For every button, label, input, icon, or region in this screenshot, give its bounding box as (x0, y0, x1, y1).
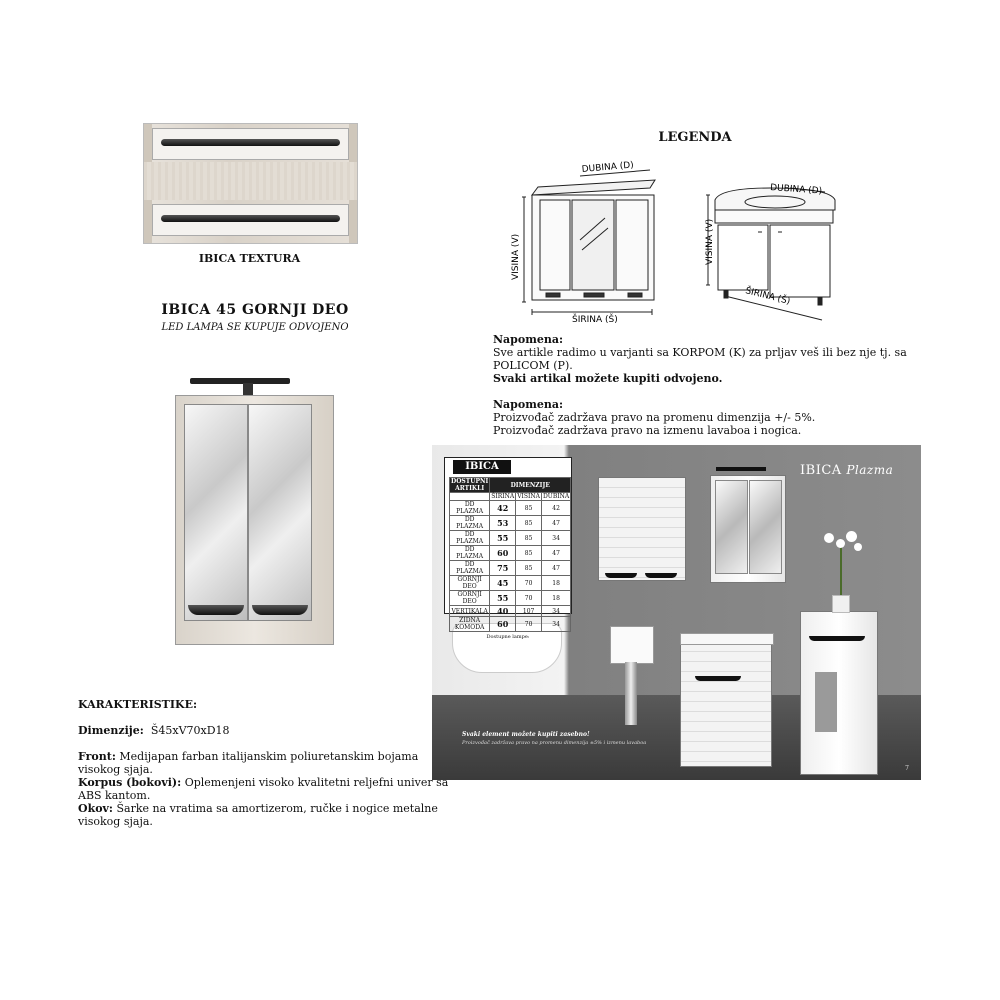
header-depth: DUBINA (543, 493, 570, 500)
catalog-series: Plazma (846, 463, 894, 477)
table-row: DD PLAZMA 55 85 34 (450, 531, 571, 546)
fittings-value: Šarke na vratima sa amortizerom, ručke i nogice metalne visokog sjaja. (78, 802, 438, 828)
note1-text: Sve artikle radimo u varjanti sa KORPOM (K) za prljav veš ili bez nje tj. sa POLICOM (P). (493, 346, 907, 372)
header-height: VISINA (517, 493, 540, 500)
dimensions-value: Š45xV70xD18 (150, 724, 230, 737)
product-title: IBICA 45 GORNJI DEO (161, 302, 349, 318)
characteristics-heading: KARAKTERISTIKE: (78, 698, 198, 711)
dimensions-label: Dimenzije: (78, 724, 144, 737)
laundry-cabinet-image (800, 611, 878, 775)
product-subtitle: LED LAMPA SE KUPUJE ODVOJENO (161, 322, 349, 333)
header-articles: DOSTUPNI ARTIKLI (451, 478, 489, 492)
front-value: Medijapan farban italijanskim poliuretanskim bojama visokog sjaja. (78, 750, 419, 776)
note2-heading: Napomena: (493, 398, 564, 411)
catalog-dimension-table (444, 457, 572, 640)
header-width: ŠIRINA (491, 493, 515, 500)
texture-sample-image (143, 123, 358, 244)
legend-title: LEGENDA (658, 130, 732, 145)
table-row: DD PLAZMA 75 85 47 (450, 561, 571, 576)
catalog-brand-title (800, 463, 893, 478)
catalog-tagline: Svaki element možete kupiti zasebno! (462, 731, 590, 738)
legend-wall-height-label: VISINA (V) (511, 233, 521, 280)
legend-wall-depth-label: DUBINA (D) (581, 160, 635, 175)
body-value: Oplemenjeni visoko kvalitetni reljefni univer sa ABS kantom. (78, 776, 449, 802)
catalog-photo (432, 445, 921, 780)
mirror-cabinet-image (175, 395, 334, 645)
texture-caption: IBICA TEXTURA (198, 252, 301, 265)
table-row: DD PLAZMA 42 85 42 (450, 501, 571, 516)
tall-cabinet-image (598, 477, 686, 581)
header-dimensions: DIMENZIJE (490, 478, 571, 493)
legend-base-depth-label: DUBINA (D) (769, 183, 823, 197)
legend-base-width-label: ŠIRINA (Š) (744, 286, 792, 307)
catalog-mirror-cabinet-image (710, 475, 786, 583)
legend-wall-width-label: ŠIRINA (Š) (572, 315, 618, 325)
legend-wall-cabinet-icon (522, 170, 655, 315)
catalog-brand: IBICA (800, 463, 842, 478)
table-row: VERTIKALA 40 107 34 (450, 606, 571, 617)
table-row: DD PLAZMA 53 85 47 (450, 516, 571, 531)
body-label: Korpus (bokovi): (78, 776, 182, 789)
note2-line2: Proizvođač zadržava pravo na izmenu lavaboa i nogica. (493, 424, 802, 437)
vanity-unit-image (680, 641, 772, 767)
catalog-lamp-note: Dostupne lampe: (486, 634, 530, 640)
note1-heading: Napomena: (493, 333, 564, 346)
catalog-table-title: IBICA (453, 460, 511, 474)
led-lamp-image (190, 378, 290, 384)
fittings-label: Okov: (78, 802, 113, 815)
note2-line1: Proizvođač zadržava pravo na promenu dimenzija +/- 5%. (493, 411, 816, 424)
catalog-tagline-sub: Proizvođač zadržava pravo na promenu dimenzija ±5% i izmenu lavaboa (462, 740, 647, 746)
front-label: Front: (78, 750, 116, 763)
table-row: GORNJI DEO 45 70 18 (450, 576, 571, 591)
table-row: DD PLAZMA 60 85 47 (450, 546, 571, 561)
table-row: ZIDNA KOMODA 60 70 34 (450, 617, 571, 632)
table-row: GORNJI DEO 55 70 18 (450, 591, 571, 606)
note1-bold: Svaki artikal možete kupiti odvojeno. (493, 372, 723, 385)
legend-diagram (500, 150, 840, 325)
characteristics-block (78, 698, 463, 828)
legend-base-height-label: VISINA (V) (705, 218, 715, 265)
notes-block (493, 333, 933, 437)
catalog-page-number: 7 (905, 765, 909, 772)
flower-pot-image (832, 595, 850, 613)
table-lamp-image (610, 626, 654, 664)
